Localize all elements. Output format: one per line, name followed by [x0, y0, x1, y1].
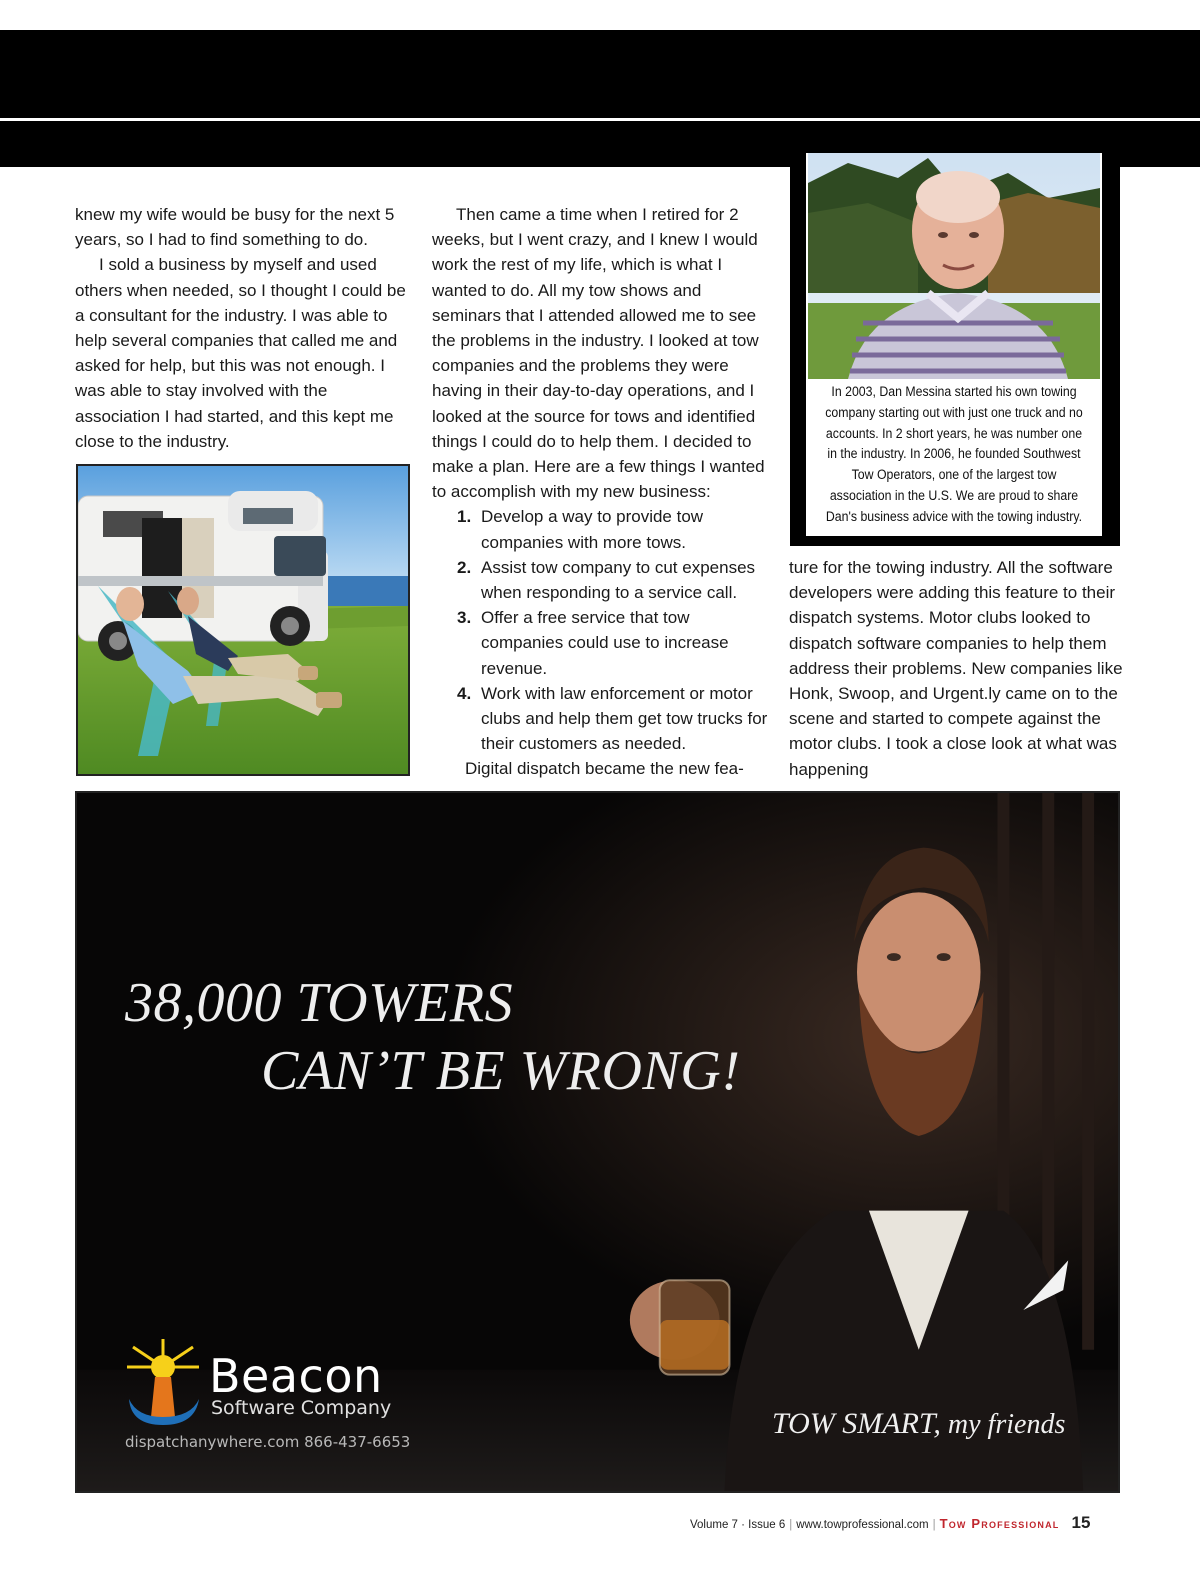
brand-subtitle: Software Company [211, 1397, 392, 1419]
article-paragraph: Digital dispatch became the new fea- [465, 759, 744, 779]
footer-url[interactable]: www.towprofessional.com [796, 1519, 929, 1531]
footer-volume: Volume 7 · Issue 6 [690, 1519, 786, 1531]
rv-couple-illustration [78, 466, 408, 774]
article-paragraph: I sold a business by myself and used others when needed, so I thought I could be a consultant for the industry. I was able to help several companies that called me and asked for help, but this was not enough. I was able to stay involved with the association I had started, and this kept me close to the industry. [75, 255, 406, 451]
dan-messina-photo [808, 153, 1100, 379]
brand-name: Beacon [209, 1349, 383, 1403]
list-text: Offer a free service that tow companies could use to increase revenue. [481, 608, 729, 678]
list-number: 1. [457, 507, 472, 527]
ad-headline-line1: 38,000 TOWERS [125, 972, 514, 1034]
list-text: Develop a way to provide tow companies with more tows. [481, 507, 704, 552]
ad-tagline [772, 1407, 1065, 1441]
page-number: 15 [1071, 1513, 1091, 1532]
photo-caption: In 2003, Dan Messina started his own towing company starting out with just one truck and no accounts. In 2 short years, he was number one in the industry. In 2006, he founded Southwest Tow Operators, one of the largest tow association in the U.S. We are proud to share Dan's business advice with the towing industry. [825, 384, 1083, 524]
footer-magazine: Tow Professional [939, 1516, 1060, 1531]
page-footer: Volume 7 · Issue 6 | www.towprofessional.com | Tow Professional 15 [690, 1513, 1091, 1532]
article-column-3 [789, 555, 1125, 782]
article-paragraph: ture for the towing industry. All the software developers were adding this feature to their dispatch systems. Motor clubs looked to dispatch software companies to help them address their problems. New companies like Honk, Swoop, and Urgent.ly came on to the scene and started to compete against the motor clubs. I took a close look at what was happening [789, 558, 1123, 779]
list-number: 4. [457, 683, 472, 703]
article-paragraph: knew my wife would be busy for the next 5 years, so I had to find something to do. [75, 205, 395, 250]
article-column-2 [432, 202, 772, 782]
article-column-1 [75, 202, 413, 454]
list-text: Work with law enforcement or motor clubs and help them get tow trucks for their customers as needed. [481, 683, 768, 754]
list-item [457, 681, 772, 757]
list-number: 2. [457, 557, 472, 577]
tagline-rest: my friends [940, 1409, 1066, 1440]
portrait-illustration [808, 153, 1100, 379]
goals-list [432, 504, 772, 756]
header-band [0, 30, 1200, 118]
tagline-emphasis: TOW SMART, [772, 1407, 941, 1440]
beacon-logo-icon [121, 1337, 205, 1427]
rv-couple-photo [76, 464, 410, 776]
list-item [457, 605, 772, 681]
article-paragraph: Then came a time when I retired for 2 weeks, but I went crazy, and I knew I would work the rest of my life, which is what I wanted to do. All my tow shows and seminars that I attended allowed me to see the problems in the industry. I looked at tow companies and the problems they were having in their day-to-day operations, and I looked at the source for tows and identified things I could do to help them. I decided to make a plan. Here are a few things I wanted to accomplish with my new business: [432, 205, 765, 502]
portrait-card [806, 153, 1102, 536]
list-item [457, 504, 772, 554]
list-number: 3. [457, 608, 472, 628]
ad-headline-line2: CAN’T BE WRONG! [261, 1040, 741, 1102]
list-item [457, 555, 772, 605]
brand-contact: dispatchanywhere.com 866-437-6653 [125, 1433, 411, 1451]
list-text: Assist tow company to cut expenses when responding to a service call. [481, 557, 756, 603]
beacon-advertisement [75, 791, 1120, 1493]
portrait-frame [790, 143, 1120, 546]
